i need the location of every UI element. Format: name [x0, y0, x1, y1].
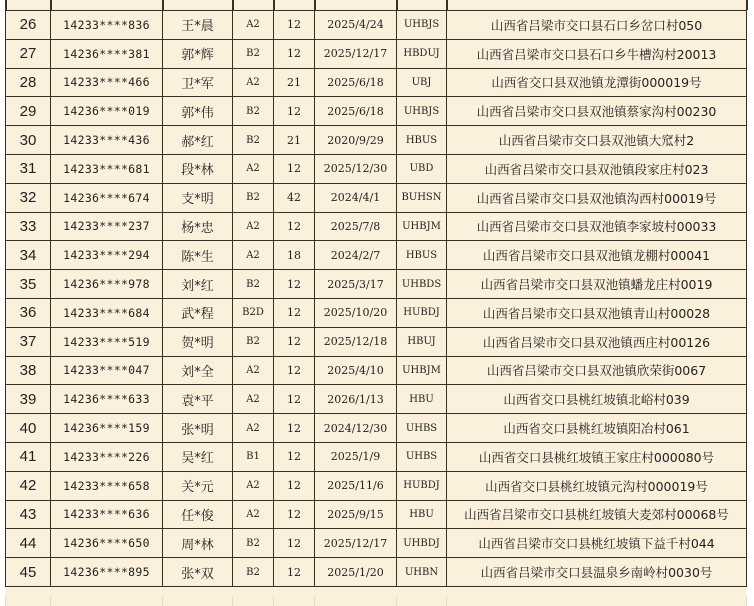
address-cell[interactable]: 山西省吕梁市交口县双池镇李家坡村00033	[447, 212, 747, 241]
code-cell[interactable]: UHBS	[397, 414, 447, 443]
row-number-cell[interactable]: 27	[6, 39, 51, 68]
row-number-cell[interactable]: 26	[6, 11, 51, 40]
person-name-cell[interactable]: 贺*明	[163, 327, 233, 356]
score-cell[interactable]: 12	[274, 154, 315, 183]
person-name-cell[interactable]: 刘*全	[163, 356, 233, 385]
row-number-cell[interactable]: 41	[6, 442, 51, 471]
table-row	[6, 298, 747, 327]
table-row	[6, 270, 747, 299]
id-number-cell[interactable]: 14233****836	[51, 11, 163, 40]
code-cell[interactable]: UHBJM	[397, 212, 447, 241]
code-cell[interactable]: UBD	[397, 154, 447, 183]
address-cell[interactable]: 山西省吕梁市交口县桃红坡镇大麦郊村00068号	[447, 500, 747, 529]
date-cell[interactable]: 2025/3/17	[315, 270, 397, 299]
license-class-cell[interactable]: A2	[233, 154, 274, 183]
score-cell[interactable]: 18	[274, 241, 315, 270]
person-name-cell[interactable]: 吴*红	[163, 442, 233, 471]
license-class-cell[interactable]: A2	[233, 11, 274, 40]
row-number-cell[interactable]: 37	[6, 327, 51, 356]
code-cell[interactable]: HUBDJ	[397, 298, 447, 327]
grid-line	[50, 596, 51, 606]
score-cell[interactable]: 12	[274, 471, 315, 500]
date-cell[interactable]: 2025/1/20	[315, 558, 397, 587]
code-cell[interactable]: HUBDJ	[397, 471, 447, 500]
date-cell[interactable]: 2020/9/29	[315, 126, 397, 155]
address-cell[interactable]: 山西省交口县桃红坡镇北峪村039	[447, 385, 747, 414]
score-cell[interactable]: 42	[274, 183, 315, 212]
score-cell[interactable]: 21	[274, 68, 315, 97]
code-cell[interactable]: UHBJS	[397, 11, 447, 40]
table-row	[6, 414, 747, 443]
table-row	[6, 212, 747, 241]
grid-line	[50, 0, 52, 10]
row-number-cell[interactable]: 33	[6, 212, 51, 241]
id-number-cell[interactable]: 14236****159	[51, 414, 163, 443]
date-cell[interactable]: 2025/9/15	[315, 500, 397, 529]
date-cell[interactable]: 2025/7/8	[315, 212, 397, 241]
license-class-cell[interactable]: A2	[233, 500, 274, 529]
id-number-cell[interactable]: 14233****294	[51, 241, 163, 270]
address-cell[interactable]: 山西省吕梁市交口县双池镇西庄村00126	[447, 327, 747, 356]
table-row	[6, 327, 747, 356]
score-cell[interactable]: 12	[274, 270, 315, 299]
address-cell[interactable]: 山西省交口县桃红坡镇阳冶村061	[447, 414, 747, 443]
code-cell[interactable]: UHBJM	[397, 356, 447, 385]
person-name-cell[interactable]: 支*明	[163, 183, 233, 212]
address-cell[interactable]: 山西省吕梁市交口县桃红坡镇下益千村044	[447, 529, 747, 558]
date-cell[interactable]: 2025/12/30	[315, 154, 397, 183]
date-cell[interactable]: 2025/12/18	[315, 327, 397, 356]
code-cell[interactable]: UHBDS	[397, 270, 447, 299]
person-name-cell[interactable]: 武*程	[163, 298, 233, 327]
score-cell[interactable]: 12	[274, 39, 315, 68]
address-cell[interactable]: 山西省吕梁市交口县温泉乡南岭村0030号	[447, 558, 747, 587]
id-number-cell[interactable]: 14233****226	[51, 442, 163, 471]
date-cell[interactable]: 2025/4/10	[315, 356, 397, 385]
date-cell[interactable]: 2025/12/17	[315, 39, 397, 68]
id-number-cell[interactable]: 14236****978	[51, 270, 163, 299]
grid-line	[162, 0, 164, 10]
address-cell[interactable]: 山西省吕梁市交口县双池镇段家庄村023	[447, 154, 747, 183]
score-cell[interactable]: 12	[274, 356, 315, 385]
grid-line	[5, 0, 7, 10]
license-class-cell[interactable]: B2	[233, 327, 274, 356]
score-cell[interactable]: 12	[274, 558, 315, 587]
row-number-cell[interactable]: 36	[6, 298, 51, 327]
id-number-cell[interactable]: 14233****636	[51, 500, 163, 529]
license-class-cell[interactable]: A2	[233, 471, 274, 500]
grid-line	[314, 596, 315, 606]
grid-line	[273, 596, 274, 606]
score-cell[interactable]: 12	[274, 212, 315, 241]
table-row	[6, 68, 747, 97]
row-number-cell[interactable]: 30	[6, 126, 51, 155]
code-cell[interactable]: UHBN	[397, 558, 447, 587]
table-row	[6, 11, 747, 40]
license-class-cell[interactable]: B2	[233, 97, 274, 126]
grid-line	[232, 0, 234, 10]
row-number-cell[interactable]: 29	[6, 97, 51, 126]
date-cell[interactable]: 2026/1/13	[315, 385, 397, 414]
table-row	[6, 39, 747, 68]
date-cell[interactable]: 2025/6/18	[315, 68, 397, 97]
id-number-cell[interactable]: 14236****674	[51, 183, 163, 212]
address-cell[interactable]: 山西省吕梁市交口县双池镇欣荣街0067	[447, 356, 747, 385]
code-cell[interactable]: HBU	[397, 385, 447, 414]
code-cell[interactable]: BUHSN	[397, 183, 447, 212]
table-row	[6, 241, 747, 270]
grid-line	[5, 596, 6, 606]
address-cell[interactable]: 山西省吕梁市交口县双池镇蔡家沟村00230	[447, 97, 747, 126]
address-cell[interactable]: 山西省交口县双池镇龙潭街000019号	[447, 68, 747, 97]
person-name-cell[interactable]: 周*林	[163, 529, 233, 558]
id-number-cell[interactable]: 14236****650	[51, 529, 163, 558]
person-name-cell[interactable]: 关*元	[163, 471, 233, 500]
id-number-cell[interactable]: 14236****381	[51, 39, 163, 68]
person-name-cell[interactable]: 郝*红	[163, 126, 233, 155]
score-cell[interactable]: 21	[274, 126, 315, 155]
date-cell[interactable]: 2025/4/24	[315, 11, 397, 40]
person-name-cell[interactable]: 袁*平	[163, 385, 233, 414]
table-row	[6, 183, 747, 212]
license-class-cell[interactable]: B2D	[233, 298, 274, 327]
grid-line	[232, 596, 233, 606]
license-class-cell[interactable]: A2	[233, 414, 274, 443]
address-cell[interactable]: 山西省交口县桃红坡镇元沟村000019号	[447, 471, 747, 500]
id-number-cell[interactable]: 14236****019	[51, 97, 163, 126]
score-cell[interactable]: 12	[274, 97, 315, 126]
row-number-cell[interactable]: 43	[6, 500, 51, 529]
license-class-cell[interactable]: A2	[233, 68, 274, 97]
table-row	[6, 442, 747, 471]
address-cell[interactable]: 山西省吕梁市交口县双池镇龙棚村00041	[447, 241, 747, 270]
id-number-cell[interactable]: 14233****681	[51, 154, 163, 183]
person-name-cell[interactable]: 段*林	[163, 154, 233, 183]
row-number-cell[interactable]: 45	[6, 558, 51, 587]
id-number-cell[interactable]: 14236****633	[51, 385, 163, 414]
date-cell[interactable]: 2025/10/20	[315, 298, 397, 327]
id-number-cell[interactable]: 14233****658	[51, 471, 163, 500]
person-name-cell[interactable]: 郭*伟	[163, 97, 233, 126]
table-row	[6, 529, 747, 558]
table-row	[6, 500, 747, 529]
date-cell[interactable]: 2025/6/18	[315, 97, 397, 126]
id-number-cell[interactable]: 14233****436	[51, 126, 163, 155]
address-cell[interactable]: 山西省吕梁市交口县双池镇大窊村2	[447, 126, 747, 155]
score-cell[interactable]: 12	[274, 414, 315, 443]
person-name-cell[interactable]: 王*晨	[163, 11, 233, 40]
license-class-cell[interactable]: B2	[233, 39, 274, 68]
row-number-cell[interactable]: 40	[6, 414, 51, 443]
grid-line	[396, 0, 398, 10]
person-name-cell[interactable]: 杨*忠	[163, 212, 233, 241]
code-cell[interactable]: HBUS	[397, 241, 447, 270]
score-cell[interactable]: 12	[274, 298, 315, 327]
person-name-cell[interactable]: 张*明	[163, 414, 233, 443]
score-cell[interactable]: 12	[274, 327, 315, 356]
person-name-cell[interactable]: 陈*生	[163, 241, 233, 270]
table-row	[6, 356, 747, 385]
row-number-cell[interactable]: 32	[6, 183, 51, 212]
license-class-cell[interactable]: B1	[233, 442, 274, 471]
grid-line	[314, 0, 316, 10]
person-name-cell[interactable]: 张*双	[163, 558, 233, 587]
address-cell[interactable]: 山西省吕梁市交口县双池镇沟西村00019号	[447, 183, 747, 212]
date-cell[interactable]: 2024/2/7	[315, 241, 397, 270]
id-number-cell[interactable]: 14233****047	[51, 356, 163, 385]
grid-line	[162, 596, 163, 606]
table-row	[6, 126, 747, 155]
id-number-cell[interactable]: 14233****466	[51, 68, 163, 97]
row-number-cell[interactable]: 44	[6, 529, 51, 558]
date-cell[interactable]: 2025/12/17	[315, 529, 397, 558]
table-row	[6, 154, 747, 183]
row-number-cell[interactable]: 35	[6, 270, 51, 299]
date-cell[interactable]: 2025/11/6	[315, 471, 397, 500]
person-name-cell[interactable]: 郭*辉	[163, 39, 233, 68]
table-row	[6, 558, 747, 587]
license-class-cell[interactable]: A2	[233, 356, 274, 385]
grid-line	[273, 0, 275, 10]
row-number-cell[interactable]: 38	[6, 356, 51, 385]
person-name-cell[interactable]: 刘*红	[163, 270, 233, 299]
code-cell[interactable]: HBDUJ	[397, 39, 447, 68]
code-cell[interactable]: HBUS	[397, 126, 447, 155]
row-number-cell[interactable]: 39	[6, 385, 51, 414]
grid-line	[446, 596, 447, 606]
table-row	[6, 385, 747, 414]
code-cell[interactable]: UBJ	[397, 68, 447, 97]
score-cell[interactable]: 12	[274, 11, 315, 40]
table-row	[6, 97, 747, 126]
id-number-cell[interactable]: 14233****237	[51, 212, 163, 241]
person-name-cell[interactable]: 任*俊	[163, 500, 233, 529]
grid-line	[746, 0, 748, 10]
score-cell[interactable]: 12	[274, 385, 315, 414]
score-cell[interactable]: 12	[274, 442, 315, 471]
license-class-cell[interactable]: B2	[233, 126, 274, 155]
license-class-cell[interactable]: A2	[233, 385, 274, 414]
table-row	[6, 471, 747, 500]
grid-line	[396, 596, 397, 606]
license-class-cell[interactable]: B2	[233, 183, 274, 212]
code-cell[interactable]: HBUJ	[397, 327, 447, 356]
date-cell[interactable]: 2024/4/1	[315, 183, 397, 212]
license-class-cell[interactable]: A2	[233, 212, 274, 241]
license-class-cell[interactable]: B2	[233, 558, 274, 587]
address-cell[interactable]: 山西省吕梁市交口县双池镇蟠龙庄村0019	[447, 270, 747, 299]
records-table	[5, 10, 747, 587]
date-cell[interactable]: 2025/1/9	[315, 442, 397, 471]
row-number-cell[interactable]: 31	[6, 154, 51, 183]
date-cell[interactable]: 2024/12/30	[315, 414, 397, 443]
address-cell[interactable]: 山西省吕梁市交口县石口乡岔口村050	[447, 11, 747, 40]
id-number-cell[interactable]: 14233****684	[51, 298, 163, 327]
row-number-cell[interactable]: 42	[6, 471, 51, 500]
address-cell[interactable]: 山西省吕梁市交口县双池镇青山村00028	[447, 298, 747, 327]
code-cell[interactable]: UHBS	[397, 442, 447, 471]
code-cell[interactable]: UHBJS	[397, 97, 447, 126]
code-cell[interactable]: HBU	[397, 500, 447, 529]
license-class-cell[interactable]: B2	[233, 270, 274, 299]
code-cell[interactable]: UHBDJ	[397, 529, 447, 558]
grid-line	[746, 596, 747, 606]
license-class-cell[interactable]: A2	[233, 241, 274, 270]
id-number-cell[interactable]: 14233****519	[51, 327, 163, 356]
id-number-cell[interactable]: 14236****895	[51, 558, 163, 587]
address-cell[interactable]: 山西省交口县桃红坡镇王家庄村000080号	[447, 442, 747, 471]
row-number-cell[interactable]: 28	[6, 68, 51, 97]
score-cell[interactable]: 12	[274, 529, 315, 558]
score-cell[interactable]: 12	[274, 500, 315, 529]
row-number-cell[interactable]: 34	[6, 241, 51, 270]
grid-line	[446, 0, 448, 10]
license-class-cell[interactable]: B2	[233, 529, 274, 558]
address-cell[interactable]: 山西省吕梁市交口县石口乡牛槽沟村20013	[447, 39, 747, 68]
person-name-cell[interactable]: 卫*军	[163, 68, 233, 97]
